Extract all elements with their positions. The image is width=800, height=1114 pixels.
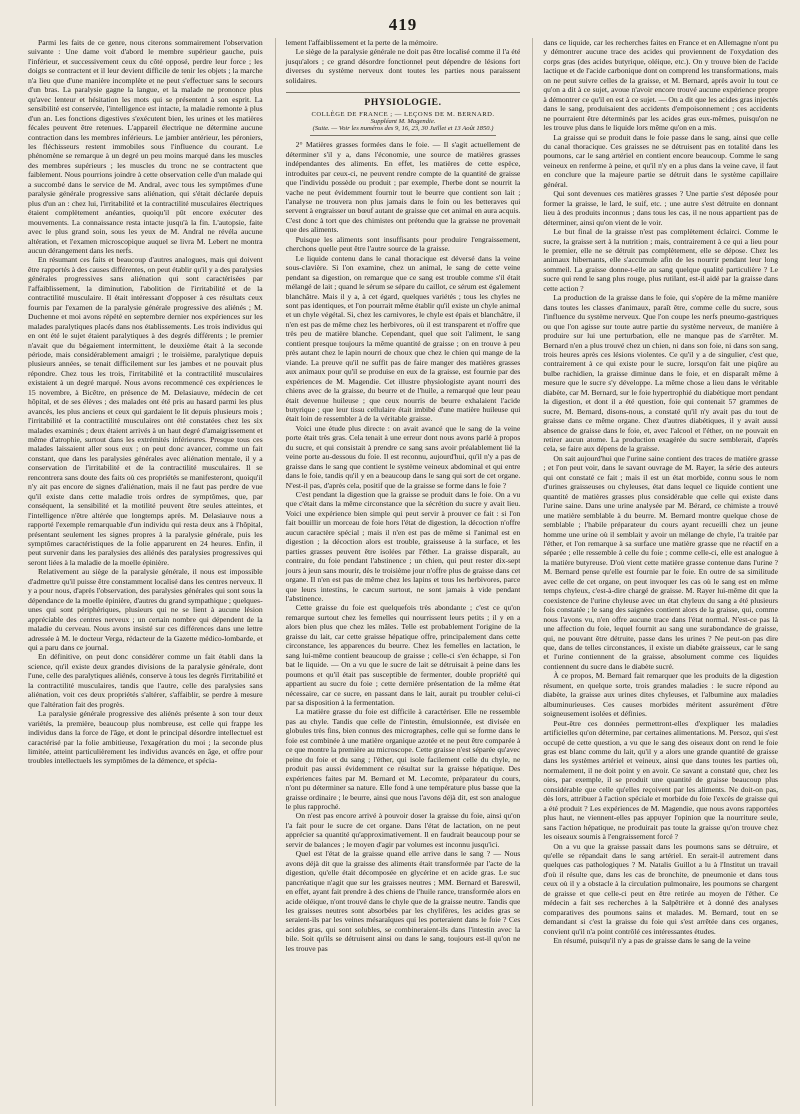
section-title: PHYSIOLOGIE.: [286, 92, 521, 108]
lecture-heading: COLLÈGE DE FRANCE ; — LEÇONS DE M. BERNARD.: [311, 111, 495, 119]
col2-paragraph-2: Puisque les aliments sont insuffisants pour produire l'engraissement, cherchons quelle peut être l'autre source de la graisse.: [285, 234, 521, 254]
suite-line: (Suite. — Voir les numéros des 9, 16, 23, 30 Juillet et 13 Août 1850.): [312, 125, 494, 133]
column-3: [532, 38, 778, 1106]
columns: [28, 38, 778, 1106]
col3-paragraph-2: La graisse qui se produit dans le foie passe dans le sang, ainsi que celle du canal thoracique. Ces graisses ne se détruisent pas en totalité dans les poumons, car le sang artériel en contient encore beaucoup. Comme le sang veineux en renferme à peine, et qu'il n'y en a plus dans la veine cave, il faut en conclure que la majeure partie se détruit dans le système capillaire général.: [543, 132, 779, 189]
col2-paragraph-7: La matière grasse du foie est difficile à caractériser. Elle ne ressemble pas au chyle. Tandis que celle de l'intestin, émulsionnée, est divisée en globules très fins, bien connus des micrographes, celle qui se forme dans le foie est combinée à une matière organique azotée et ne peut être comparée à ce que montre la première au microscope. Cette graisse n'est séparée qu'avec peine du foie et du sang ; l'éther, qui isole facilement celle du chyle, ne produit pas aussi évidemment ce résultat sur la graisse hépatique. Des expériences faites par M. Bernard et M. Lecomte, préparateur du cours, n'ont pu déterminer sa nature. Elle fond à une température plus basse que la graisse ordinaire ; le beurre, ainsi que nous l'avons déjà dit, est son analogue le plus rapproché.: [285, 707, 521, 811]
col1-paragraph-1: Parmi les faits de ce genre, nous citerons sommairement l'observation suivante : Une dame voit d'abord le membre supérieur gauche, puis l'inférieur, et successivement ceux du côté opposé, perdre leur force ; les doigts se contractent et il leur devient difficile de tenir les objets ; la marche n'a lieu que d'une manière incomplète et ne peut s'effectuer sans le secours d'un bras. La paralysie gagne la langue, et la malade ne prononce plus qu'avec lenteur et hésitation les mots qui se présentent à son esprit. La sensibilité est conservée, l'intelligence est intacte, la maladie remonte à plus d'un an. Les fonctions digestives s'exécutent bien, les urines et les matières fécales peuvent être retenues. L'appareil électrique ne détermine aucune contraction dans les membres inférieurs. Le jambier antérieur, les péroniers, les fléchisseurs restent immobiles sous l'influence du courant. Le phénomène se remarque à un degré un peu moins marqué dans les muscles des membres supérieurs ; les muscles du tronc ne se contractent que faiblement. Nous pourrions joindre à cette observation celle d'un malade qui a succombé dans le service de M. Andral, avec tous les symptômes d'une paralysie générale progressive sans aliénation, qui s'était déclarée depuis plus d'un an : chez lui, l'irritabilité et la contractilité musculaires électriques étaient complètement anéanties, quoiqu'il pût encore exécuter des mouvements. La connaissance resta intacte jusqu'à la fin. L'autopsie, faite avec le plus grand soin, sous les yeux de M. Andral ne révéla aucune altération, et l'examen microscopique auquel se livra M. Lebert ne montra aucun dérangement dans les nerfs.: [28, 38, 263, 255]
supplement-line: Suppléant M. Magendie.: [370, 118, 436, 126]
col3-paragraph-8: Peut-être ces données permettront-elles d'expliquer les maladies artificielles qu'on détermine, par certaines alimentations. M. Persoz, qui s'est occupé de cette question, a vu que le sang des oiseaux dont on rend le foie gras est blanc comme du lait, qu'il y a alors une grande quantité de graisse dans les systèmes artériel et veineux, ainsi que dans toutes les parties où, normalement, il ne doit point y en avoir. Ce savant a constaté que, chez les oies, par exemple, il se produit une quantité de graisse beaucoup plus considérable que celle qu'elles reçoivent par les aliments. Ne doit-on pas, dès lors, attribuer à l'action spéciale et morbide du foie l'excès de graisse qui a été produit ? Les expériences de M. Magendie, que nous avons rapportées plus haut, ne viennent-elles pas appuyer l'opinion que la nourriture seule, sans l'action hépatique, ne produirait pas toute la graisse qu'on trouve chez les oiseaux soumis à l'engraissement forcé ?: [543, 718, 779, 842]
col2-paragraph-4: Voici une étude plus directe : on avait avancé que le sang de la veine porte était très gras. Cela tenait à une erreur dont nous avons parlé à propos du sucre, et qui consistait à prendre ce sang sans avoir préalablement lié la veine porte au-dessous du foie. Il est reconnu, aujourd'hui, qu'il n'y a pas de graisse dans le sang que contient le système veineux abdominal et qui entre dans le foie, tandis qu'il y en a beaucoup dans le sang qui sort de cet organe. N'est-il pas, d'après cela, positif que de la graisse se forme dans le foie ?: [285, 423, 521, 490]
col2-intro-2: Le siège de la paralysie générale ne doit pas être localisé comme il l'a été jusqu'alors ; ce grand désordre fonctionnel peut dépendre de lésions fort diverses du système nerveux dont toutes les parties nous paraissent solidaires.: [285, 47, 521, 85]
col1-paragraph-3: Relativement au siège de la paralysie générale, il nous est impossible d'admettre qu'il puisse être constamment localisé dans les centres nerveux. Il y a pour nous, d'après l'observation, des paralysies générales qui sont sous la dépendance de la moelle épinière, d'autres du grand sympathique ; quelques-unes qui sont périphériques, plusieurs qui ne se lient à aucune lésion appréciable des centres nerveux ; un certain nombre qui dépendent de la maladie du cerveau. Nous avons insisté sur ces différences dans une lettre adressée à M. le docteur Verga, rédacteur de la Gazette médico-lombarde, et qui a paru dans ce journal.: [28, 567, 263, 652]
column-2: [275, 38, 521, 1106]
col1-paragraph-4: En définitive, on peut donc considérer comme un fait établi dans la science, qu'il existe deux grandes divisions de la paralysie générale, dont l'une, celle des paralytiques aliénés, conserve à tous les degrés l'irritabilité et la contractilité musculaires, tandis que l'autre, celle des paralysies sans aliénation, voit ces deux propriétés s'altérer, s'affaiblir, se perdre à mesure que l'altération fait des progrès.: [28, 652, 263, 709]
col1-paragraph-2: En résumant ces faits et beaucoup d'autres analogues, mais qui doivent être rapportés à des causes différentes, on peut établir qu'il y a des paralysies générales progressives sans aliénation qui sont caractérisées par l'affaiblissement, la diminution, l'abolition de l'irritabilité et de la contractilité musculaire. Il était intéressant d'opposer à ces résultats ceux fournis par l'examen de la paralysie générale progressive des aliénés ; M. Duchenne et moi avons répété en septembre dernier nos expériences sur les malades paralytiques placés dans nos établissements. Les trois individus qui en ont été le sujet étaient paralytiques à des degrés différents ; le premier n'avait que du bégaiement intermittent, le deuxième était à la seconde période, mais considérablement amaigri ; le troisième, paralytique depuis plusieurs années, se tenait difficilement sur les jambes et ne pouvait plus répondre. Chez tous les trois, l'irritabilité et la contractilité musculaires existaient à un degré marqué. Nous avons recommencé ces expériences le 15 novembre, à Bicêtre, en présence de M. Delasiauve, médecin de cet hôpital, et de ses élèves ; des malades ont été pris au hasard parmi les plus avancés, les plus anciens et ceux qui gardaient le lit depuis plusieurs mois ; l'irritabilité et la contractilité musculaires ont été constatées chez les six malades examinés ; deux étaient arrivés à un haut degré d'amaigrissement et même d'atrophie, surtout dans les extrémités inférieures. Presque tous ces malades laissaient aller sous eux ; on peut donc avancer, comme un fait constant, que dans les paralysies générales avec aliénation mentale, il y a conservation de l'irritabilité et de la contractilité musculaires. Il se rencontrera sans doute des faits où ces propriétés se manifesteront, quoiqu'il n'y ait pas encore de signes d'aliénation, mais il ne faut pas perdre de vue qu'il existe dans cette maladie trois ordres de symptômes, que, par conséquent, la sensibilité et la motilité peuvent être seules atteintes, et l'intelligence n'être altérée que longtemps après. M. Delasiauve nous a rapporté l'exemple remarquable d'un individu qui resta deux ans à l'hôpital, présentant seulement les signes propres à la paralysie générale, puis les symptômes caractéristiques de la folie apparurent en 24 heures. Enfin, il peut survenir dans les paralysies des aliénés des paralysies progressives qui seront liées à la maladie de la moelle épinière.: [28, 255, 263, 567]
col3-paragraph-7: À ce propos, M. Bernard fait remarquer que les produits de la digestion résument, en quelque sorte, trois grandes maladies : le sucre répond au diabète, la graisse aux urines dites chyleuses, et l'albumine aux maladies albuminurieuses. Ces causes morbides méritent assurément d'être soigneusement isolées et définies.: [543, 671, 779, 719]
col2-intro: lement l'affaiblissement et la perte de la mémoire.: [285, 38, 438, 47]
col3-paragraph-10: En résumé, puisqu'il n'y a pas de graisse dans le sang de la veine: [553, 936, 751, 946]
col2-paragraph-9: Quel est l'état de la graisse quand elle arrive dans le sang ? — Nous avons déjà dit que la graisse des aliments était transformée par l'acte de la digestion, qu'elle était décomposée en glycérine et en acide gras. Le suc pancréatique n'agit que sur les graisses neutres ; MM. Bernard et Bareswil, en effet, ayant fait prendre à des chiens de l'huile rance, transformée alors en acide oléique, n'ont trouvé dans le chyle que de la graisse neutre. Tandis que les graisses neutres sont absorbées par les chylifères, les acides gras se seraient-ils par les veines mésaraïques qui les porteraient dans le foie ? Ces acides gras, qui sont solubles, se combineraient-ils dans l'intestin avec la bile. Soit qu'ils se détruisent ainsi ou dans le sang, toujours est-il qu'on ne les trouve pas: [285, 849, 521, 953]
col3-paragraph-9: On a vu que la graisse passait dans les poumons sans se détruire, et qu'elle se répandait dans le sang artériel. En serait-il autrement dans quelques cas pathologiques ? M. Natalis Guillot a lu à l'Institut un travail d'où il résulte que, dans les cas de bronchite, de pneumonie et dans tous ceux où il y a obstacle à la circulation pulmonaire, les poumons se chargent de graisse et que celle-ci peut en être retirée au moyen de l'éther. Ce médecin a fait ses recherches à la Salpêtrière et à donné des analyses comparatives des poumons sains et malades. M. Bernard, tout en se demandant si c'est la graisse du foie qui s'est arrêtée dans ces organes, convient qu'il n'a point contrôlé ces intéressantes études.: [543, 841, 779, 936]
col2-paragraph-5: C'est pendant la digestion que la graisse se produit dans le foie. On a vu que c'était dans la même circonstance que la sécrétion du sucre y avait lieu. Voici une expérience bien simple qui peut servir à prouver ce fait : si l'on fait bouillir un morceau de foie hors l'état de digestion, la décoction n'offre aucun caractère spécial ; mais il n'en est pas de même si l'animal est en digestion ; la décoction alors est trouble, graisseuse à la surface, et les parties grasses peuvent être isolées par l'éther. La graisse disparaît, au contraire, du foie pendant l'abstinence ; un chien, qui peut rester dix-sept jours à jeun sans mourir, dès le troisième jour n'offre plus de graisse dans cet organe. Il n'en est pas de même chez les lapins et tous les herbivores, parce que leurs intestins, le cæcum surtout, ne sont jamais à vide pendant l'abstinence.: [285, 490, 521, 604]
col2-paragraph-6: Cette graisse du foie est quelquefois très abondante ; c'est ce qu'on remarque surtout chez les femelles qui nourrissent leurs petits ; il y en a alors bien plus que chez les mâles. Telle est probablement l'origine de la graisse du lait, car cette graisse hépatique offre, principalement dans cette circonstance, les apparences du beurre. Chez les femelles en lactation, le sang lui-même contient beaucoup de graisse ; celle-ci s'en échappe, si l'on bat le liquide. — On a vu que le sucre de lait se détruisait à peine dans les poumons et qu'il était pas susceptible de fermenter, double propriété qui appartient au sucre du foie ; cette dernière présentation de la même état nécessaire, car ce sucre, en passant dans le lait, aurait pu troubler celui-ci par sa disposition à la fermentation.: [285, 603, 521, 707]
col3-paragraph-6: On sait aujourd'hui que l'urine saine contient des traces de matière grasse ; et l'on peut voir, dans le savant ouvrage de M. Rayer, la série des auteurs qui ont constaté ce fait ; mais il est un état morbide, connu sous le nom d'urines graisseuses ou chyleuses, état dans lequel ce liquide contient une quantité de matières grasses plus considérable que celle qui existe dans l'urine saine. Dans une urine analysée par M. Bérard, ce chimiste a trouvé une matière semblable à du beurre. M. Bernard montre quelque chose de semblable ; l'habile préparateur du cours ayant recueilli chez un jeune homme une urine où il semblait y avoir un mélange de chyle, l'a traitée par l'éther, et l'on remarque à sa surface une matière grasse que ne réactif en a séparée ; elle ressemble à celle du foie ; comme celle-ci, elle est analogue à la matière butyreuse. D'où vient cette matière grasse contenue dans l'urine ? M. Bernard pense qu'elle est fournie par le foie. En outre de sa similitude avec celle de cet organe, on peut invoquer les cas où le sang est en même temps chyleux, c'est-à-dire chargé de graisse. M. Rayer lui-même dit que la coexistence de l'urine chyleuse avec un état chyleux du sang a été plusieurs fois constatée ; le sang des saignées contient alors de la graisse, qui, comme nous l'avons vu, n'en offre aucune trace dans l'état normal. N'est-ce pas là une affection du foie, lequel fournit au sang une surabondance de graisse, qui, ne pouvant être détruite, passe dans les urines ? Ne peut-on pas dire que, dans de telles circonstances, il existe un diabète graisseux, car le sang et l'urine contiennent de la graisse, absolument comme ces liquides contiennent du sucre dans le diabète sucré.: [543, 453, 779, 671]
col3-paragraph-1: dans ce liquide, car les recherches faites en France et en Allemagne n'ont pu y démontrer aucune trace des acides qui proviennent de l'oxydation des corps gras (des acides butyrique, oléique, etc.). On y trouve bien de l'acide lactique et de l'acide carbonique dont on comprend les transformations, mais on ne peut suivre celles de la graisse, et M. Bernard, après avoir lu tout ce qu'on a dit à ce sujet, avoue n'avoir encore trouvé aucune expérience propre à démontrer ce qu'il en est à ce sujet. — On a dit que les acides gras injectés dans le sang, produisaient des accidents d'empoisonnement ; ces accidents ne pourraient être déterminés par les acides gras eux-mêmes, puisqu'on ne les trouve plus dans le liquide lors même qu'on en a mis.: [543, 38, 779, 133]
col2-paragraph-1: 2° Matières grasses formées dans le foie. — Il s'agit actuellement de déterminer s'il y a, dans l'économie, une source de matières grasses indépendantes des aliments. En effet, les matières de cette espèce, introduites par ceux-ci, ne peuvent rendre compte de la quantité de graisse que l'individu possède ou produit ; par exemple, l'herbe dont se nourrit la vache ne peut évidemment fournir tout le beurre que contient son lait ; l'analyse ne trouvera non plus jamais dans le foin ou les betteraves qui servent à engraisser un bœuf autant de graisse que cet animal en aura acquis. C'est donc à tort que des chimistes ont prétendu que la graisse ne provenait que des aliments.: [285, 140, 521, 235]
page-number: 419: [388, 15, 418, 34]
column-1: [28, 38, 263, 1106]
col2-paragraph-8: On n'est pas encore arrivé à pouvoir doser la graisse du foie, ainsi qu'on l'a fait pour le sucre de cet organe. Dans l'état de lactation, on ne peut apprécier sa quantité qu'approximativement. Il en faudrait beaucoup pour se servir de balances ; le moyen d'agir par volumes est inconnu jusqu'ici.: [285, 811, 521, 849]
col2-paragraph-3: Le liquide contenu dans le canal thoracique est déversé dans la veine sous-clavière. Si l'on examine, chez un animal, le sang de cette veine pendant sa digestion, on remarque que ce sang est trouble comme s'il était mélangé de lait ; quand le sérum se sépare du caillot, ce sérum est également blanchâtre. Mais il y a, à cet égard, quelques variétés ; tous les chyles ne sont pas identiques, et l'on pourrait même établir qu'il existe un chyle animal et un chyle végétal. Si, chez les carnivores, le chyle est épais et blanchâtre, il n'en est pas de même chez les herbivores, où il est transparent et n'offre que très peu de matière blanche. Cependant, quel que soit l'aliment, le sang contient presque toujours la même quantité de graisse ; on en trouve à peu près autant chez le lapin nourri de choux que chez le chien qui mange de la viande. La preuve qu'il ne suffit pas de faire manger des matières grasses aux animaux pour qu'il se produise en eux de la graisse, est fournie par des expériences de M. Magendie. Cet illustre physiologiste ayant nourri des chiens avec de la graisse, du beurre et de l'huile, a remarqué que leur peau était devenue huileuse ; que ceux nourris de beurre exhalaient l'acide butyrique ; que leur tissu cellulaire était imbibé d'une matière huileuse qui était loin de ressembler à de la véritable graisse.: [285, 253, 521, 424]
col3-paragraph-4: Le but final de la graisse n'est pas complètement éclairci. Comme le sucre, la graisse sert à la nutrition ; mais, contrairement à ce qui a lieu pour le premier, elle ne se détruit pas complètement, elle se dépose. Chez les animaux hibernants, elle s'accumule afin de les nourrir pendant leur long sommeil. La graisse donne-t-elle au sang quelque qualité particulière ? Le sucre qui rend le sang plus rouge, plus rutilant, est-il aidé par la graisse dans cette action ?: [543, 227, 779, 293]
col1-paragraph-5: La paralysie générale progressive des aliénés présente à son tour deux variétés, la première, beaucoup plus nombreuse, est celle qui frappe les individus dans la force de l'âge, et dont le principal désordre intellectuel est caractérisé par la folie ambitieuse, l'exagération du moi ; la seconde plus limitée, atteint particulièrement les individus avancés en âge, et offre pour troubles intellectuels les symptômes de la démence, et spécia-: [28, 709, 263, 766]
section-divider: [310, 135, 497, 136]
col3-paragraph-3: Qui sont devenues ces matières grasses ? Une partie s'est déposée pour former la graisse, le lard, le suif, etc. ; une autre s'est détruite en donnant lieu à des produits inconnus ; dans tous les cas, il ne nous appartient pas de déterminer, ainsi qu'on vient de le voir.: [543, 189, 779, 227]
col3-paragraph-5: La production de la graisse dans le foie, qui s'opère de la même manière dans toutes les classes d'animaux, paraît être, comme celle du sucre, sous l'influence du système nerveux. Que l'on coupe les nerfs pneumo-gastriques ou que l'on agisse sur toute autre partie du système nerveux, de manière à produire sur lui une perturbation, elle ne manque pas de s'arrêter. M. Bernard n'en a plus trouvé chez un chien, ni dans son foie, ni dans son sang, trois heures après ces lésions violentes. Ce qu'il y a de singulier, c'est que, contrairement à ce qui existe pour le sucre, lorsqu'on fait une piqûre au bulbe rachidien, la graisse diminue dans le foie, et en disparaît même à mesure que le sucre s'y développe. La même chose a lieu dans le véritable diabète, car M. Bernard, sur le foie hypertrophié du diabétique mort pendant la digestion, et dont il a été question, foie qui contenait 57 grammes de sucre, M. Bernard, disons-nous, a constaté qu'il n'y avait pas du tout de graisse dans ce même organe. Chez d'autres diabétiques, il y avait aussi absence de graisse dans le foie, et, avec l'alcool et l'éther, on ne pouvait en retirer aucun atome. La production exagérée du sucre semblerait, d'après cela, se faire aux dépens de la graisse.: [543, 293, 779, 454]
